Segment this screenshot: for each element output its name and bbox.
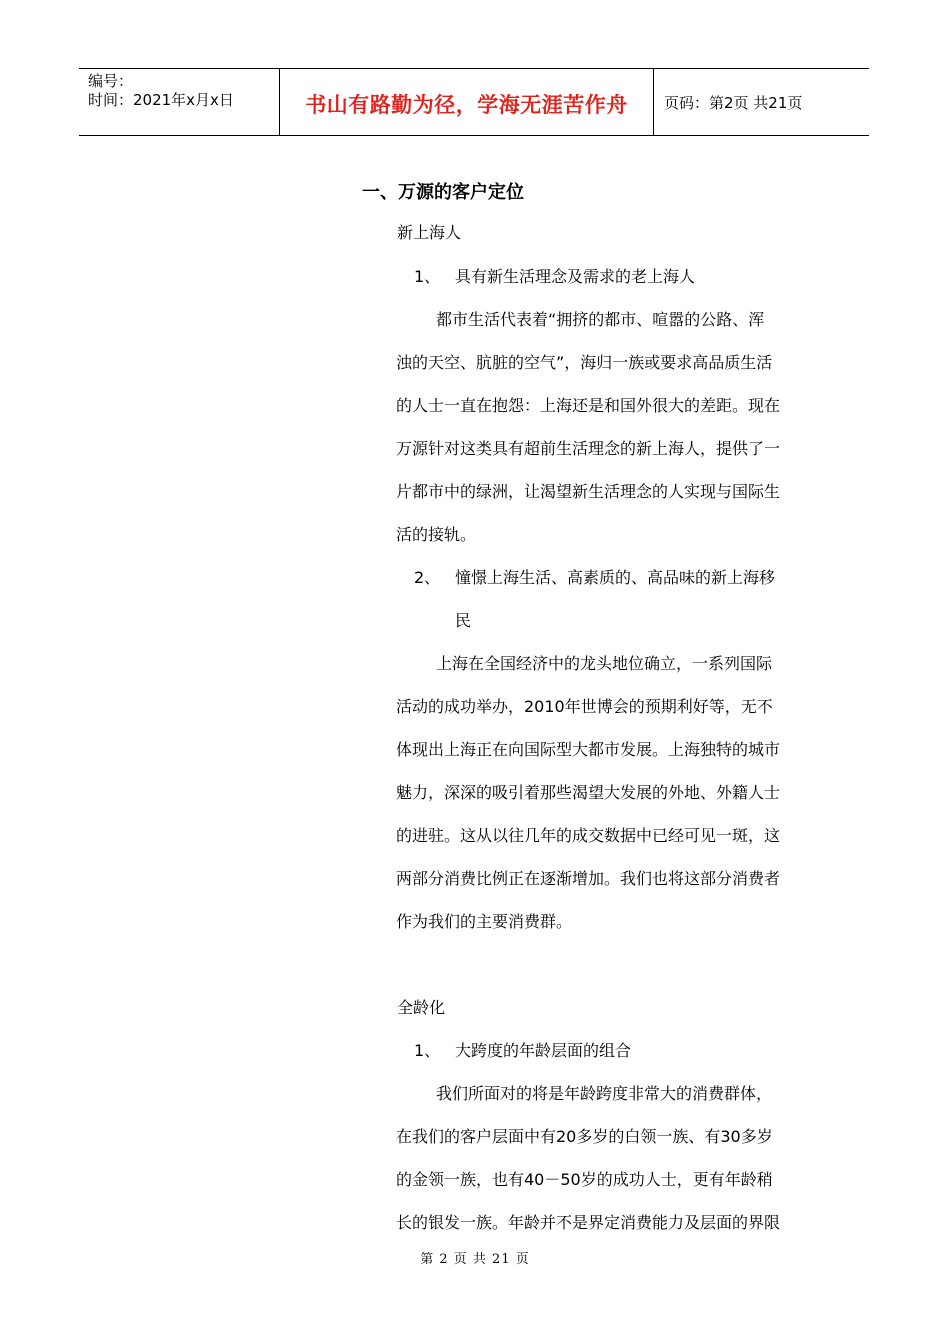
paragraph-line: 的人士一直在抱怨：上海还是和国外很大的差距。现在 (396, 396, 781, 415)
page-info: 页码：第2页 共21页 (664, 93, 803, 112)
paragraph-line: 上海在全国经济中的龙头地位确立，一系列国际 (436, 654, 773, 673)
paragraph-line: 在我们的客户层面中有20多岁的白领一族、有30多岁 (396, 1127, 773, 1146)
paragraph-line: 魅力，深深的吸引着那些渴望大发展的外地、外籍人士 (396, 783, 781, 802)
paragraph-line: 作为我们的主要消费群。 (396, 912, 573, 931)
header-motto-cell (280, 69, 654, 135)
part1-item2-title-line1: 憧憬上海生活、高素质的、高品味的新上海移 (455, 568, 776, 587)
part1-item2-number: 2、 (414, 568, 441, 587)
paragraph-line: 片都市中的绿洲，让渴望新生活理念的人实现与国际生 (396, 482, 781, 501)
part1-item1-number: 1、 (414, 267, 441, 286)
part1-item1-title: 具有新生活理念及需求的老上海人 (455, 267, 696, 286)
part1-item2-title-line2: 民 (455, 611, 472, 630)
paragraph-line: 的金领一族，也有40－50岁的成功人士，更有年龄稍 (396, 1170, 773, 1189)
paragraph-line: 我们所面对的将是年龄跨度非常大的消费群体， (436, 1084, 773, 1103)
part1-heading: 新上海人 (397, 223, 462, 242)
paragraph-line: 的进驻。这从以往几年的成交数据中已经可见一斑，这 (396, 826, 781, 845)
serial-label: 编号： (88, 72, 134, 90)
paragraph-line: 万源针对这类具有超前生活理念的新上海人，提供了一 (396, 439, 781, 458)
header-table (79, 68, 869, 136)
header-meta-cell (79, 69, 280, 135)
paragraph-line: 体现出上海正在向国际型大都市发展。上海独特的城市 (396, 740, 781, 759)
part2-item1-number: 1、 (414, 1041, 441, 1060)
page-footer: 第 2 页 共 21 页 (420, 1252, 530, 1267)
motto-text: 书山有路勤为径，学海无涯苦作舟 (305, 93, 628, 117)
paragraph-line: 活动的成功举办，2010年世博会的预期利好等，无不 (396, 697, 773, 716)
section-title: 一、万源的客户定位 (362, 182, 524, 203)
paragraph-line: 两部分消费比例正在逐渐增加。我们也将这部分消费者 (396, 869, 781, 888)
part2-heading: 全龄化 (397, 998, 446, 1017)
paragraph-line: 浊的天空、肮脏的空气”，海归一族或要求高品质生活 (396, 353, 773, 372)
time-label: 时间：2021年x月x日 (88, 91, 234, 109)
paragraph-line: 都市生活代表着“拥挤的都市、喧嚣的公路、浑 (436, 310, 765, 329)
header-page-cell (654, 69, 869, 135)
paragraph-line: 长的银发一族。年龄并不是界定消费能力及层面的界限 (396, 1213, 781, 1232)
paragraph-line: 活的接轨。 (396, 525, 477, 544)
part2-item1-title: 大跨度的年龄层面的组合 (455, 1041, 632, 1060)
